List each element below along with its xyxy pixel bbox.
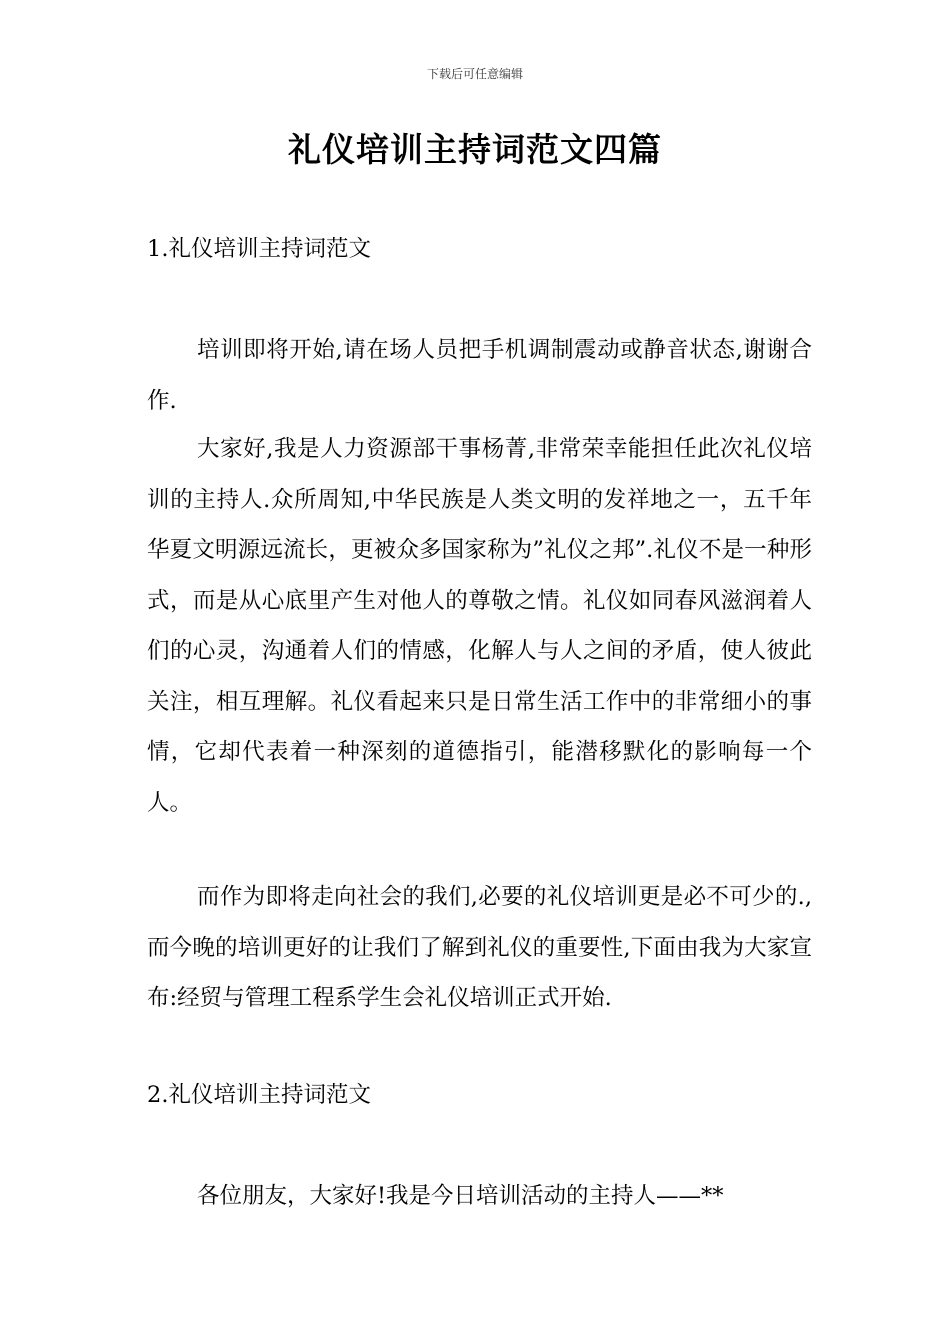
paragraph-1-1: 培训即将开始,请在场人员把手机调制震动或静音状态,谢谢合作. — [147, 337, 812, 414]
paragraph-1-3: 而作为即将走向社会的我们,必要的礼仪培训更是必不可少的.,而今晚的培训更好的让我们了解到礼仪的重要性,下面由我为大家宣布:经贸与管理工程系学生会礼仪培训正式开始. — [147, 884, 812, 1011]
document-title: 礼仪培训主持词范文四篇 — [288, 130, 662, 169]
paragraph-2-1: 各位朋友，大家好!我是今日培训活动的主持人——** — [197, 1183, 724, 1209]
download-note: 下载后可任意编辑 — [426, 67, 523, 81]
paragraph-1-2: 大家好,我是人力资源部干事杨菁,非常荣幸能担任此次礼仪培训的主持人.众所周知,中华民族是人类文明的发祥地之一，五千年华夏文明源远流长，更被众多国家称为”礼仪之邦”.礼仪不是一种形式，而是从心底里产生对他人的尊敬之情。礼仪如同春风滋润着人们的心灵，沟通着人们的情感，化解人与人之间的矛盾，使人彼此关注，相互理解。礼仪看起来只是日常生活工作中的非常细小的事情，它却代表着一种深刻的道德指引，能潜移默化的影响每一个人。 — [147, 436, 812, 816]
section-heading-2: 2.礼仪培训主持词范文 — [147, 1082, 371, 1108]
section-heading-1: 1.礼仪培训主持词范文 — [147, 236, 371, 262]
